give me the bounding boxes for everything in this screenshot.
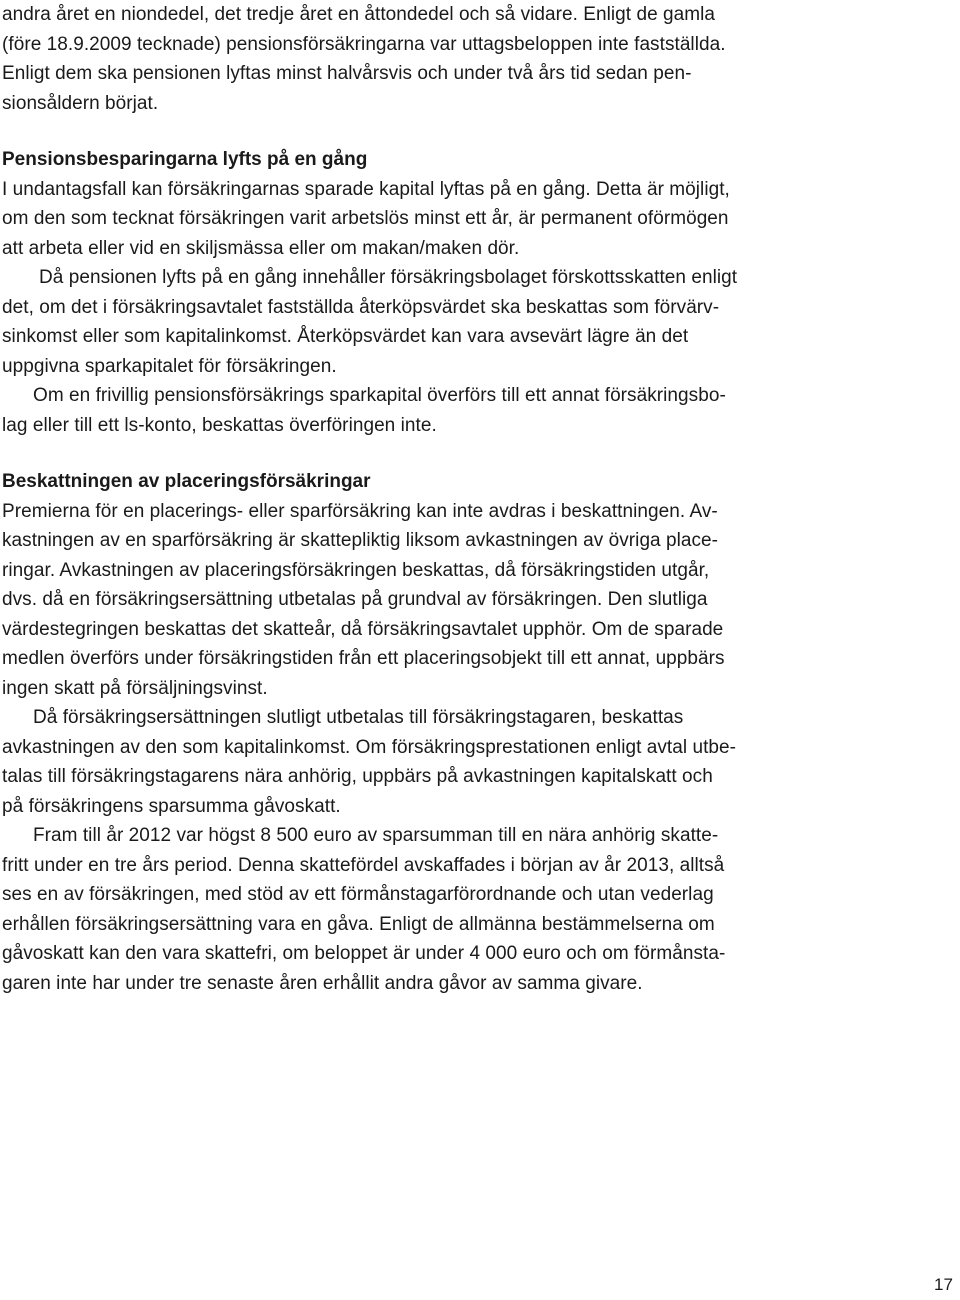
paragraph bbox=[2, 703, 902, 821]
intro-paragraph bbox=[2, 0, 902, 118]
text-line: I undantagsfall kan försäkringarnas sparade kapital lyftas på en gång. Detta är möjligt, bbox=[2, 178, 730, 200]
text-line: ses en av försäkringen, med stöd av ett förmånstagarförordnande och utan vederlag bbox=[2, 884, 714, 905]
text-line: fritt under en tre års period. Denna skattefördel avskaffades i början av år 2013, alltså bbox=[2, 854, 725, 876]
text-line: på försäkringens sparsumma gåvoskatt. bbox=[2, 795, 341, 817]
text-line: Enligt dem ska pensionen lyftas minst halvårsvis och under två års tid sedan pen- bbox=[2, 63, 692, 84]
text-line: Premierna för en placerings- eller sparförsäkring kan inte avdras i beskattningen. Av- bbox=[2, 500, 718, 522]
text-line: andra året en niondedel, det tredje året en åttondedel och så vidare. Enligt de gamla bbox=[2, 4, 716, 25]
text-line: erhållen försäkringsersättning vara en gåva. Enligt de allmänna bestämmelserna om bbox=[2, 913, 715, 935]
text-line: ingen skatt på försäljningsvinst. bbox=[2, 677, 268, 699]
section-pension-lump-sum bbox=[2, 145, 902, 440]
text-line: medlen överförs under försäkringstiden från ett placeringsobjekt till ett annat, uppbärs bbox=[2, 648, 725, 669]
text-line: dvs. då en försäkringsersättning utbetalas på grundval av försäkringen. Den slutliga bbox=[2, 589, 708, 610]
spacer bbox=[2, 440, 902, 467]
paragraph bbox=[2, 381, 902, 440]
text-line: talas till försäkringstagarens nära anhörig, uppbärs på avkastningen kapitalskatt och bbox=[2, 766, 713, 787]
document-page bbox=[2, 0, 902, 998]
text-line: uppgivna sparkapitalet för försäkringen. bbox=[2, 355, 337, 377]
page-number: 17 bbox=[934, 1275, 953, 1294]
text-line: Om en frivillig pensionsförsäkrings sparkapital överförs till ett annat försäkringsbo- bbox=[33, 385, 726, 406]
paragraph bbox=[2, 497, 902, 704]
text-line: Fram till år 2012 var högst 8 500 euro av sparsumman till en nära anhörig skatte- bbox=[33, 825, 719, 846]
paragraph bbox=[2, 175, 902, 264]
text-line: att arbeta eller vid en skiljsmässa eller om makan/maken dör. bbox=[2, 237, 520, 259]
text-line: gåvoskatt kan den vara skattefri, om beloppet är under 4 000 euro och om förmånsta- bbox=[2, 943, 726, 964]
text-line: (före 18.9.2009 tecknade) pensionsförsäkringarna var uttagsbeloppen inte fastställda. bbox=[2, 33, 726, 55]
text-line: Då försäkringsersättningen slutligt utbetalas till försäkringstagaren, beskattas bbox=[33, 707, 684, 728]
text-line: Då pensionen lyfts på en gång innehåller försäkringsbolaget förskottsskatten enligt bbox=[39, 267, 738, 288]
text-line: värdestegringen beskattas det skatteår, då försäkringsavtalet upphör. Om de sparade bbox=[2, 618, 724, 640]
spacer bbox=[2, 118, 902, 145]
text-line: sinkomst eller som kapitalinkomst. Återköpsvärdet kan vara avsevärt lägre än det bbox=[2, 326, 689, 347]
section-investment-insurance-taxation bbox=[2, 467, 902, 998]
paragraph bbox=[2, 821, 902, 998]
text-line: sionsåldern börjat. bbox=[2, 92, 159, 114]
text-line: garen inte har under tre senaste åren erhållit andra gåvor av samma givare. bbox=[2, 972, 643, 994]
text-line: lag eller till ett ls-konto, beskattas överföringen inte. bbox=[2, 414, 437, 436]
paragraph bbox=[2, 263, 902, 381]
section-heading: Pensionsbesparingarna lyfts på en gång bbox=[2, 149, 368, 170]
text-line: ringar. Avkastningen av placeringsförsäkringen beskattas, då försäkringstiden utgår, bbox=[2, 559, 710, 581]
text-line: om den som tecknat försäkringen varit arbetslös minst ett år, är permanent oförmögen bbox=[2, 208, 729, 229]
text-line: det, om det i försäkringsavtalet fastställda återköpsvärdet ska beskattas som förvärv- bbox=[2, 296, 720, 318]
text-line: avkastningen av den som kapitalinkomst. Om försäkringsprestationen enligt avtal utbe- bbox=[2, 736, 737, 758]
section-heading: Beskattningen av placeringsförsäkringar bbox=[2, 471, 371, 492]
text-line: kastningen av en sparförsäkring är skattepliktig liksom avkastningen av övriga place- bbox=[2, 530, 719, 551]
